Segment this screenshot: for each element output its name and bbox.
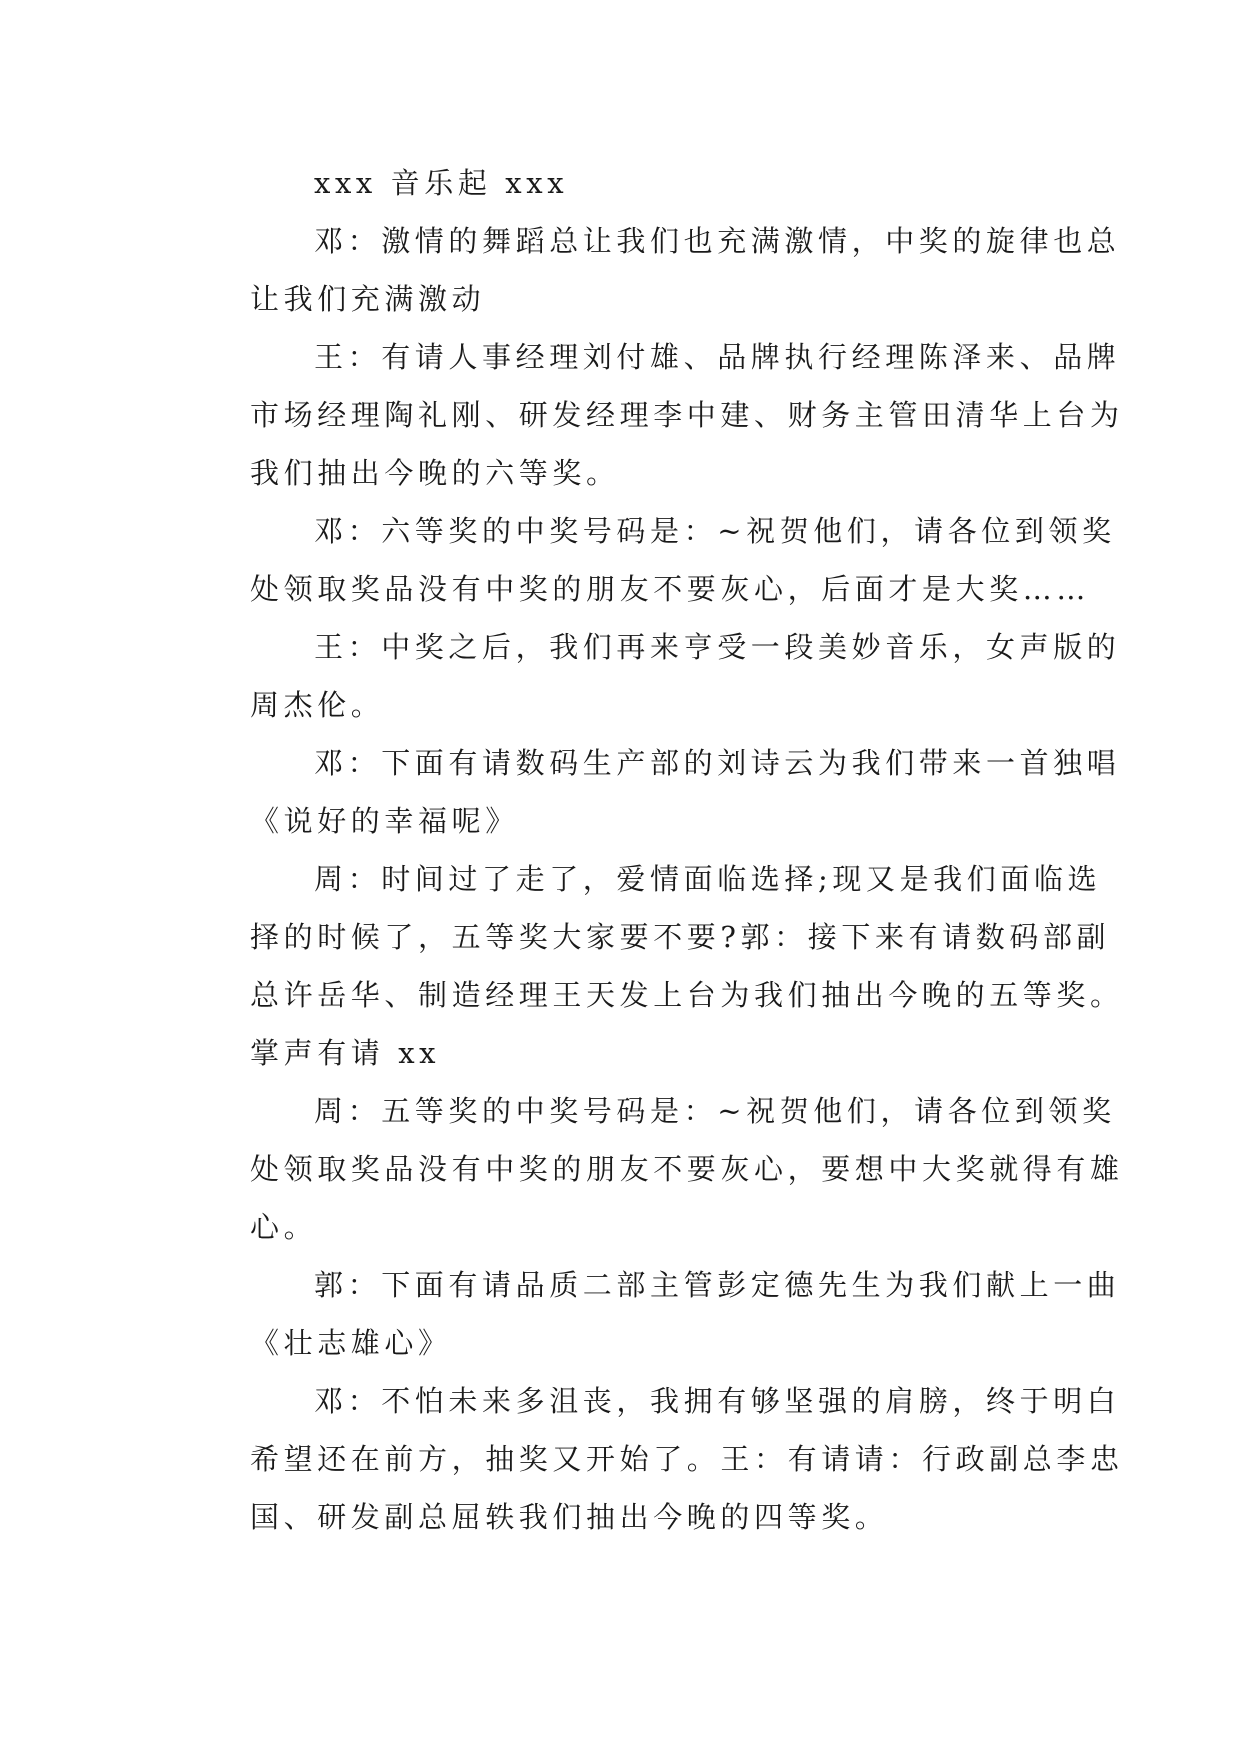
text-line: 周：五等奖的中奖号码是：~祝贺他们，请各位到领奖	[314, 1094, 1116, 1128]
text-line: 王：中奖之后，我们再来亨受一段美妙音乐，女声版的	[314, 630, 1121, 664]
text-line: 邓：下面有请数码生产部的刘诗云为我们带来一首独唱	[314, 746, 1121, 780]
paragraph-wang-1	[192, 328, 1124, 502]
text-line: 周杰伦。	[250, 688, 385, 722]
text-line: 处领取奖品没有中奖的朋友不要灰心，后面才是大奖……	[250, 572, 1091, 606]
text-line: 邓：不怕未来多沮丧，我拥有够坚强的肩膀，终于明白	[314, 1384, 1121, 1418]
text-line: 邓：六等奖的中奖号码是：~祝贺他们，请各位到领奖	[314, 514, 1116, 548]
text-line: 总许岳华、制造经理王天发上台为我们抽出今晚的五等奖。	[250, 978, 1124, 1012]
paragraph-deng-4	[192, 1372, 1124, 1546]
paragraph-guo-1	[192, 1256, 1121, 1372]
text-line: 掌声有请 xx	[250, 1036, 441, 1070]
text-line: 处领取奖品没有中奖的朋友不要灰心，要想中大奖就得有雄	[250, 1152, 1124, 1186]
text-line: 周：时间过了走了，爱情面临选择;现又是我们面临选	[314, 862, 1102, 896]
paragraph-zhou-2	[192, 1082, 1124, 1256]
paragraph-wang-2	[192, 618, 1121, 734]
text-line: 市场经理陶礼刚、研发经理李中建、财务主管田清华上台为	[250, 398, 1124, 432]
text-line: 《壮志雄心》	[250, 1326, 452, 1360]
text-line: xxx 音乐起 xxx	[314, 166, 569, 200]
paragraph-zhou-1	[192, 850, 1124, 1082]
text-line: 让我们充满激动	[250, 282, 486, 316]
text-line: 择的时候了，五等奖大家要不要?郭：接下来有请数码部副	[250, 920, 1111, 954]
paragraph-deng-2	[192, 502, 1116, 618]
text-line: 王：有请人事经理刘付雄、品牌执行经理陈泽来、品牌	[314, 340, 1121, 374]
paragraph-music-cue	[192, 154, 1050, 212]
text-line: 心。	[250, 1210, 318, 1244]
paragraph-deng-1	[192, 212, 1121, 328]
text-line: 郭：下面有请品质二部主管彭定德先生为我们献上一曲	[314, 1268, 1121, 1302]
document-body	[192, 154, 1124, 1546]
text-line: 《说好的幸福呢》	[250, 804, 519, 838]
text-line: 我们抽出今晚的六等奖。	[250, 456, 620, 490]
text-line: 邓：激情的舞蹈总让我们也充满激情，中奖的旋律也总	[314, 224, 1121, 258]
paragraph-deng-3	[192, 734, 1121, 850]
text-line: 希望还在前方，抽奖又开始了。王：有请请：行政副总李忠	[250, 1442, 1124, 1476]
text-line: 国、研发副总屈轶我们抽出今晚的四等奖。	[250, 1500, 889, 1534]
